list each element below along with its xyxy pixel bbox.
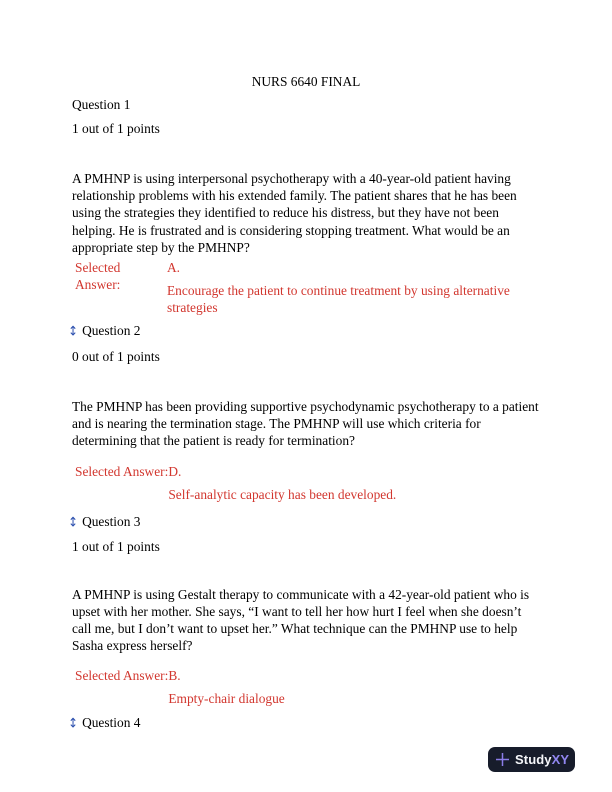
answer-letter: A.	[167, 260, 181, 276]
answer-text: Self-analytic capacity has been developed.	[168, 486, 397, 502]
points-text: 1 out of 1 points	[72, 538, 160, 554]
question-prompt: A PMHNP is using interpersonal psychotherapy with a 40-year-old patient having relationship problems with his extended family. The patient shares that he has been using the strategies they identified to reduce his distress, but they have not been helping. He is frustrated and is considering stopping treatment. What would be an appropriate step by the PMHNP?	[72, 171, 517, 255]
question-label: Question 3	[82, 513, 141, 529]
question-header	[68, 513, 540, 531]
question-block	[68, 322, 540, 503]
question-header	[68, 714, 540, 732]
selected-answer-row	[72, 463, 540, 503]
question-block	[68, 714, 540, 732]
plus-icon	[495, 752, 510, 767]
answer-letter: B.	[168, 668, 181, 684]
question-prompt: A PMHNP is using Gestalt therapy to communicate with a 42-year-old patient who is upset with her mother. She says, “I want to tell her how hurt I feel when she doesn’t call me, but I don’t want to upset her.” What technique can the PMHNP use to help Sasha express herself?	[72, 586, 530, 654]
updown-arrow-icon: ↕	[68, 323, 79, 339]
answer-text: Encourage the patient to continue treatment by using alternative strategies	[167, 283, 510, 316]
document-page	[68, 0, 540, 732]
selected-answer-body	[168, 667, 540, 707]
updown-arrow-icon: ↕	[68, 715, 79, 732]
brand-study-text: Study	[515, 752, 552, 767]
page-title: NURS 6640 FINAL	[251, 74, 361, 89]
question-label: Question 2	[82, 323, 141, 339]
selected-answer-label: Selected Answer:	[75, 260, 121, 293]
selected-answer-label: Selected Answer:	[75, 668, 169, 684]
question-header	[68, 322, 540, 340]
answer-letter: D.	[168, 463, 182, 479]
selected-answer-row	[72, 259, 540, 316]
answer-text: Empty-chair dialogue	[168, 691, 285, 707]
selected-answer-label-col	[75, 667, 168, 684]
selected-answer-label-col	[75, 463, 168, 480]
selected-answer-body	[168, 463, 540, 503]
points-text: 1 out of 1 points	[72, 121, 160, 136]
question-label: Question 1	[72, 97, 131, 112]
studyxy-badge[interactable]	[488, 747, 575, 772]
selected-answer-row	[72, 667, 540, 707]
updown-arrow-icon: ↕	[68, 513, 79, 530]
selected-answer-body	[167, 259, 540, 316]
brand-xy-text: XY	[551, 752, 570, 767]
points-text: 0 out of 1 points	[72, 349, 160, 365]
selected-answer-label: Selected Answer:	[75, 463, 169, 479]
question-prompt: The PMHNP has been providing supportive psychodynamic psychotherapy to a patient and is nearing the termination stage. The PMHNP will use which criteria for determining that the patient is ready for termination?	[72, 399, 539, 449]
question-block	[72, 96, 540, 316]
selected-answer-label-col	[75, 259, 167, 293]
question-block	[68, 513, 540, 708]
question-label: Question 4	[82, 715, 141, 731]
